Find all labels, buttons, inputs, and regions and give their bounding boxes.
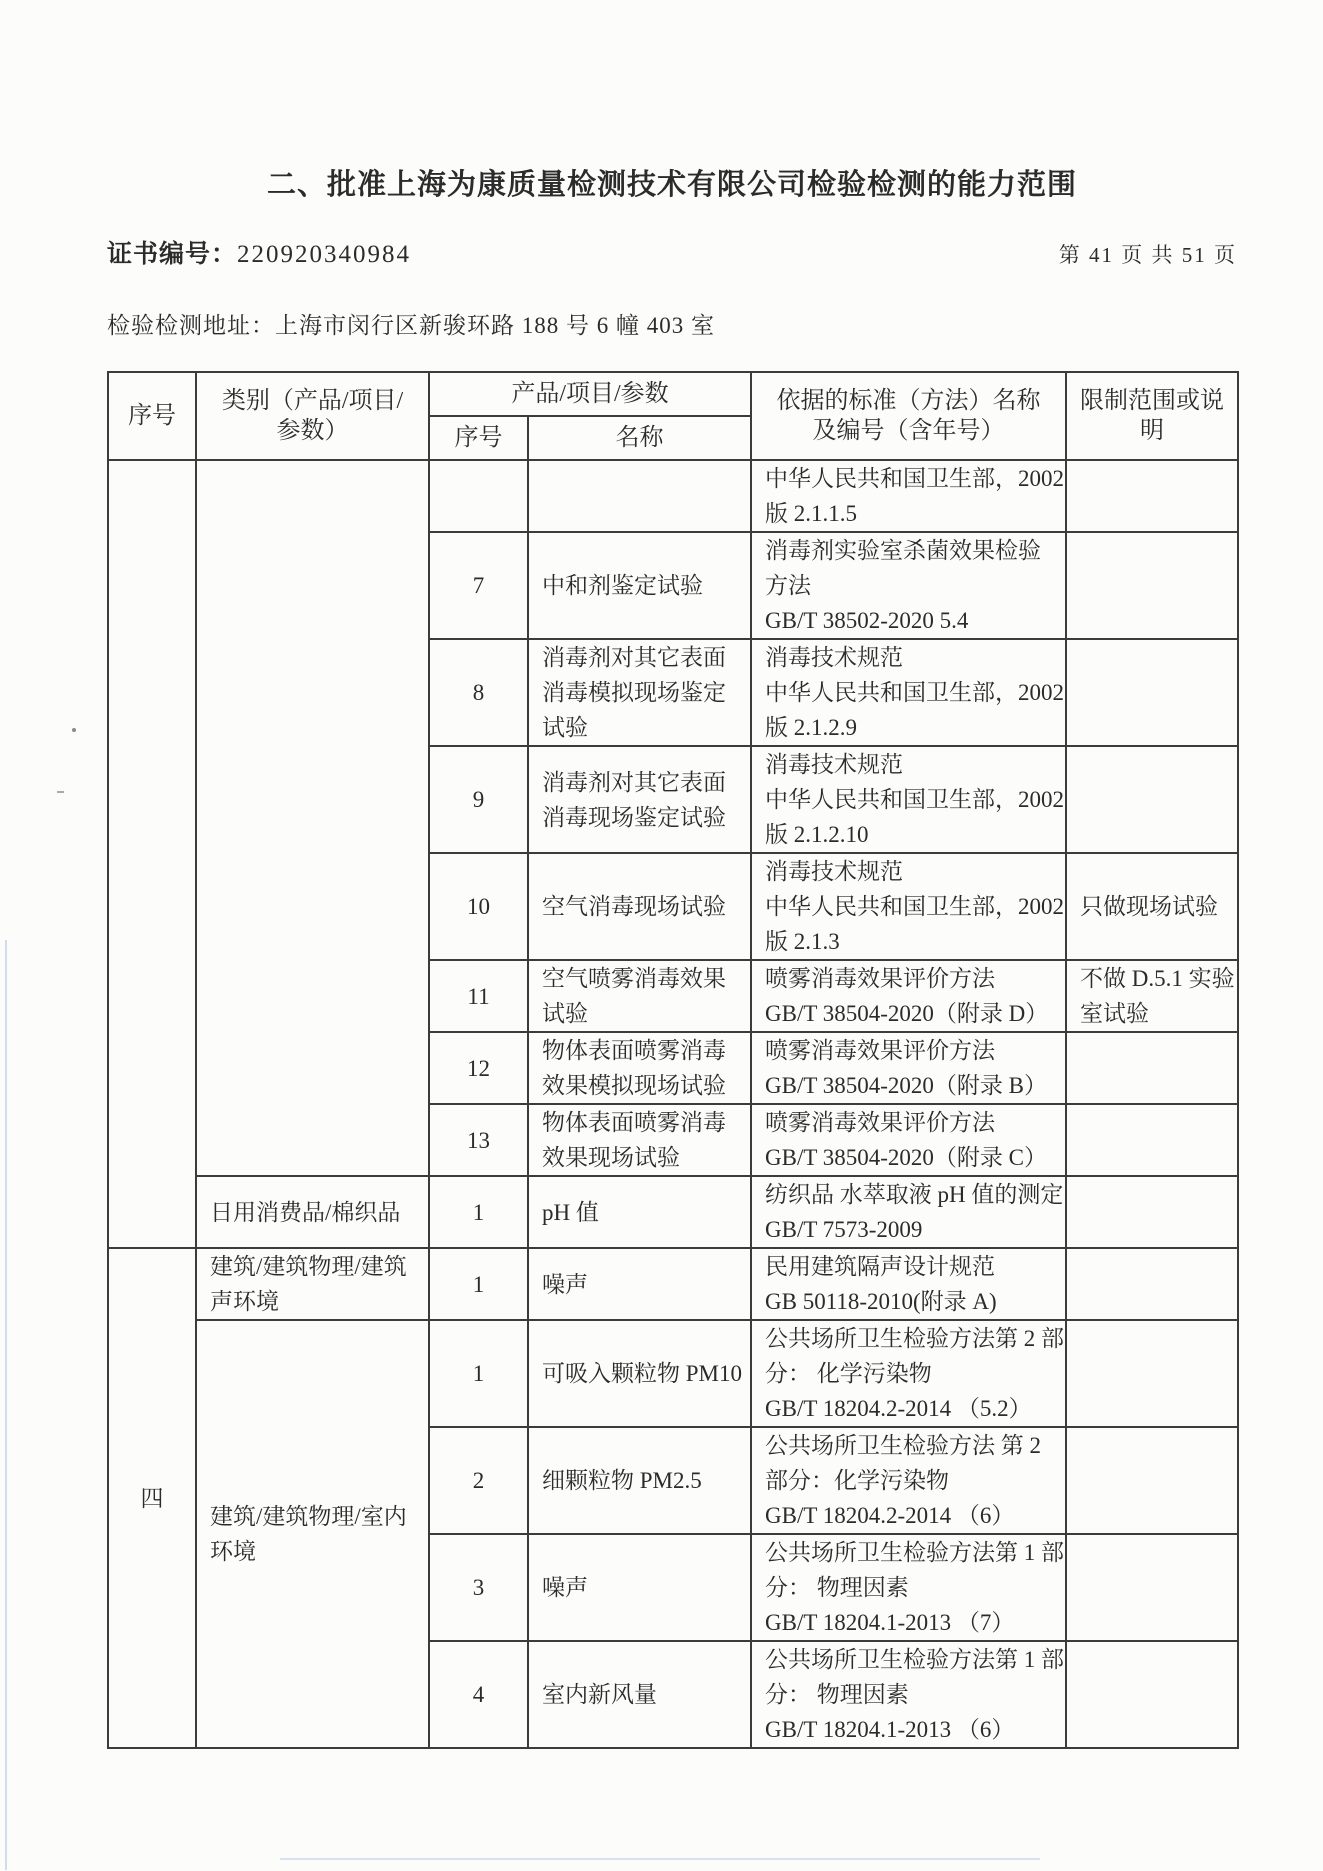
limit-cell — [1066, 1534, 1238, 1641]
text-line: 室试验 — [1080, 1001, 1149, 1026]
text-line: 日用消费品/棉织品 — [210, 1199, 401, 1225]
text-line: 中华人民共和国卫生部，2002 — [765, 894, 1064, 919]
product-name-cell — [528, 1176, 751, 1248]
text-line: 中华人民共和国卫生部，2002 — [765, 787, 1064, 812]
group-seq-cell — [108, 460, 196, 1248]
text-line: 中华人民共和国卫生部，2002 — [765, 466, 1064, 491]
row-seq-cell: 11 — [429, 960, 528, 1032]
text-line: 效果现场试验 — [542, 1145, 680, 1170]
text-line: 细颗粒物 PM2.5 — [542, 1468, 702, 1493]
group-seq-cell: 四 — [108, 1248, 196, 1748]
address-value: 上海市闵行区新骏环路 188 号 6 幢 403 室 — [275, 313, 715, 338]
text-line: GB/T 38504-2020（附录 B） — [765, 1073, 1047, 1098]
category-cell — [196, 1248, 429, 1320]
text-line: 公共场所卫生检验方法第 1 部 — [765, 1647, 1064, 1672]
text-line: 噪声 — [542, 1575, 588, 1600]
table-row — [108, 1320, 1238, 1427]
text-line: 消毒剂对其它表面 — [542, 769, 726, 795]
header-product-group: 产品/项目/参数 — [429, 372, 751, 416]
row-seq-cell: 2 — [429, 1427, 528, 1534]
category-cell — [196, 460, 429, 1176]
row-seq-cell: 12 — [429, 1032, 528, 1104]
text-line: 建筑/建筑物理/室内 — [210, 1504, 407, 1529]
text-line: 消毒技术规范 — [765, 752, 903, 777]
text-line: 分： 化学污染物 — [765, 1361, 932, 1386]
text-line: 喷雾消毒效果评价方法 — [765, 966, 995, 991]
text-line: GB/T 38504-2020（附录 C） — [765, 1145, 1047, 1170]
product-name-cell — [528, 1104, 751, 1176]
product-name-cell — [528, 460, 751, 532]
text-line: 版 2.1.2.9 — [765, 715, 857, 740]
standard-cell — [751, 1427, 1066, 1534]
text-line: 试验 — [542, 715, 588, 740]
header-limit: 限制范围或说明 — [1066, 372, 1238, 460]
text-line: 分： 物理因素 — [765, 1575, 909, 1600]
text-line: 中和剂鉴定试验 — [542, 573, 703, 598]
limit-cell — [1066, 1427, 1238, 1534]
product-name-cell — [528, 960, 751, 1032]
product-name-cell — [528, 532, 751, 639]
standard-cell — [751, 460, 1066, 532]
scan-speck — [72, 728, 76, 732]
product-name-cell — [528, 1248, 751, 1320]
category-cell — [196, 1320, 429, 1748]
certificate-number: 220920340984 — [237, 241, 412, 268]
table-row — [108, 1176, 1238, 1248]
header-product-name: 名称 — [528, 416, 751, 460]
text-line: 噪声 — [542, 1271, 588, 1297]
text-line: 公共场所卫生检验方法第 1 部 — [765, 1540, 1064, 1565]
text-line: 纺织品 水萃取液 pH 值的测定 — [765, 1182, 1064, 1207]
product-name-cell — [528, 1534, 751, 1641]
text-line: 不做 D.5.1 实验 — [1080, 966, 1235, 991]
text-line: 版 2.1.3 — [765, 929, 840, 954]
text-line: 版 2.1.1.5 — [765, 501, 857, 526]
table-row — [108, 460, 1238, 532]
row-seq-cell: 1 — [429, 1248, 528, 1320]
table-row — [108, 1248, 1238, 1320]
text-line: 试验 — [542, 1001, 588, 1026]
limit-cell — [1066, 1032, 1238, 1104]
header-standard: 依据的标准（方法）名称及编号（含年号） — [751, 372, 1066, 460]
text-line: 室内新风量 — [542, 1682, 657, 1707]
scan-speck — [57, 791, 64, 793]
category-cell — [196, 1176, 429, 1248]
scan-artifact-left-edge — [5, 940, 7, 1870]
text-line: GB 50118-2010(附录 A) — [765, 1289, 997, 1314]
limit-cell — [1066, 460, 1238, 532]
text-line: 公共场所卫生检验方法 第 2 — [765, 1433, 1041, 1458]
limit-cell — [1066, 960, 1238, 1032]
text-line: GB/T 18204.1-2013 （7） — [765, 1610, 1015, 1635]
standard-cell — [751, 1534, 1066, 1641]
text-line: GB/T 38502-2020 5.4 — [765, 608, 969, 633]
text-line: 只做现场试验 — [1080, 894, 1218, 919]
product-name-cell — [528, 1427, 751, 1534]
text-line: GB/T 18204.2-2014 （6） — [765, 1503, 1015, 1528]
standard-cell — [751, 1320, 1066, 1427]
product-name-cell — [528, 1641, 751, 1748]
row-seq-cell: 9 — [429, 746, 528, 853]
page-title: 二、批准上海为康质量检测技术有限公司检验检测的能力范围 — [266, 169, 1077, 201]
limit-cell — [1066, 532, 1238, 639]
header-product-seq: 序号 — [429, 416, 528, 460]
certificate-number-line — [107, 242, 411, 268]
standard-cell — [751, 1248, 1066, 1320]
limit-cell — [1066, 1176, 1238, 1248]
certificate-label: 证书编号： — [107, 241, 238, 268]
table-body — [108, 460, 1238, 1748]
text-line: 物体表面喷雾消毒 — [542, 1110, 726, 1135]
text-line: 环境 — [210, 1539, 256, 1564]
limit-cell — [1066, 1104, 1238, 1176]
text-line: 物体表面喷雾消毒 — [542, 1038, 726, 1063]
text-line: 声环境 — [210, 1289, 279, 1314]
row-seq-cell: 1 — [429, 1176, 528, 1248]
row-seq-cell — [429, 460, 528, 532]
text-line: GB/T 18204.2-2014 （5.2） — [765, 1396, 1032, 1421]
text-line: 方法 — [765, 573, 811, 598]
text-line: 消毒技术规范 — [765, 859, 903, 884]
product-name-cell — [528, 639, 751, 746]
text-line: 喷雾消毒效果评价方法 — [765, 1038, 995, 1063]
text-line: 部分：化学污染物 — [765, 1468, 949, 1493]
standard-cell — [751, 960, 1066, 1032]
product-name-cell — [528, 1032, 751, 1104]
address-label: 检验检测地址： — [107, 313, 275, 338]
product-name-cell — [528, 1320, 751, 1427]
meta-row — [107, 242, 1237, 268]
text-line: 消毒剂对其它表面 — [542, 645, 726, 670]
text-line: 效果模拟现场试验 — [542, 1073, 726, 1098]
standard-cell — [751, 1176, 1066, 1248]
text-line: 中华人民共和国卫生部，2002 — [765, 680, 1064, 705]
standard-cell — [751, 1641, 1066, 1748]
scan-artifact-bottom-edge — [280, 1858, 1040, 1860]
standard-cell — [751, 1104, 1066, 1176]
limit-cell — [1066, 1248, 1238, 1320]
product-name-cell — [528, 853, 751, 960]
text-line: 喷雾消毒效果评价方法 — [765, 1110, 995, 1135]
standard-cell — [751, 853, 1066, 960]
text-line: GB/T 38504-2020（附录 D） — [765, 1001, 1049, 1026]
product-name-cell — [528, 746, 751, 853]
limit-cell — [1066, 853, 1238, 960]
address-line — [107, 314, 1237, 338]
standard-cell — [751, 1032, 1066, 1104]
text-line: 版 2.1.2.10 — [765, 822, 869, 847]
standard-cell — [751, 639, 1066, 746]
text-line: 消毒技术规范 — [765, 645, 903, 670]
limit-cell — [1066, 1320, 1238, 1427]
page-indicator: 第 41 页 共 51 页 — [1058, 243, 1237, 267]
row-seq-cell: 1 — [429, 1320, 528, 1427]
limit-cell — [1066, 1641, 1238, 1748]
row-seq-cell: 13 — [429, 1104, 528, 1176]
row-seq-cell: 3 — [429, 1534, 528, 1641]
text-line: 消毒模拟现场鉴定 — [542, 680, 726, 705]
capability-table — [107, 371, 1239, 1749]
text-line: pH 值 — [542, 1199, 599, 1225]
text-line: 分： 物理因素 — [765, 1682, 909, 1707]
text-line: 空气消毒现场试验 — [542, 894, 726, 919]
text-line: 公共场所卫生检验方法第 2 部 — [765, 1326, 1064, 1351]
text-line: GB/T 7573-2009 — [765, 1217, 923, 1242]
standard-cell — [751, 746, 1066, 853]
limit-cell — [1066, 746, 1238, 853]
text-line: 消毒剂实验室杀菌效果检验 — [765, 538, 1041, 563]
row-seq-cell: 8 — [429, 639, 528, 746]
row-seq-cell: 4 — [429, 1641, 528, 1748]
row-seq-cell: 7 — [429, 532, 528, 639]
text-line: GB/T 18204.1-2013 （6） — [765, 1717, 1015, 1742]
table-header — [108, 372, 1238, 460]
limit-cell — [1066, 639, 1238, 746]
header-category: 类别（产品/项目/参数） — [196, 372, 429, 460]
text-line: 建筑/建筑物理/建筑 — [210, 1254, 407, 1279]
standard-cell — [751, 532, 1066, 639]
text-line: 消毒现场鉴定试验 — [542, 804, 726, 830]
text-line: 空气喷雾消毒效果 — [542, 966, 726, 991]
header-seq: 序号 — [108, 372, 196, 460]
row-seq-cell: 10 — [429, 853, 528, 960]
text-line: 民用建筑隔声设计规范 — [765, 1254, 995, 1279]
text-line: 可吸入颗粒物 PM10 — [542, 1361, 742, 1386]
